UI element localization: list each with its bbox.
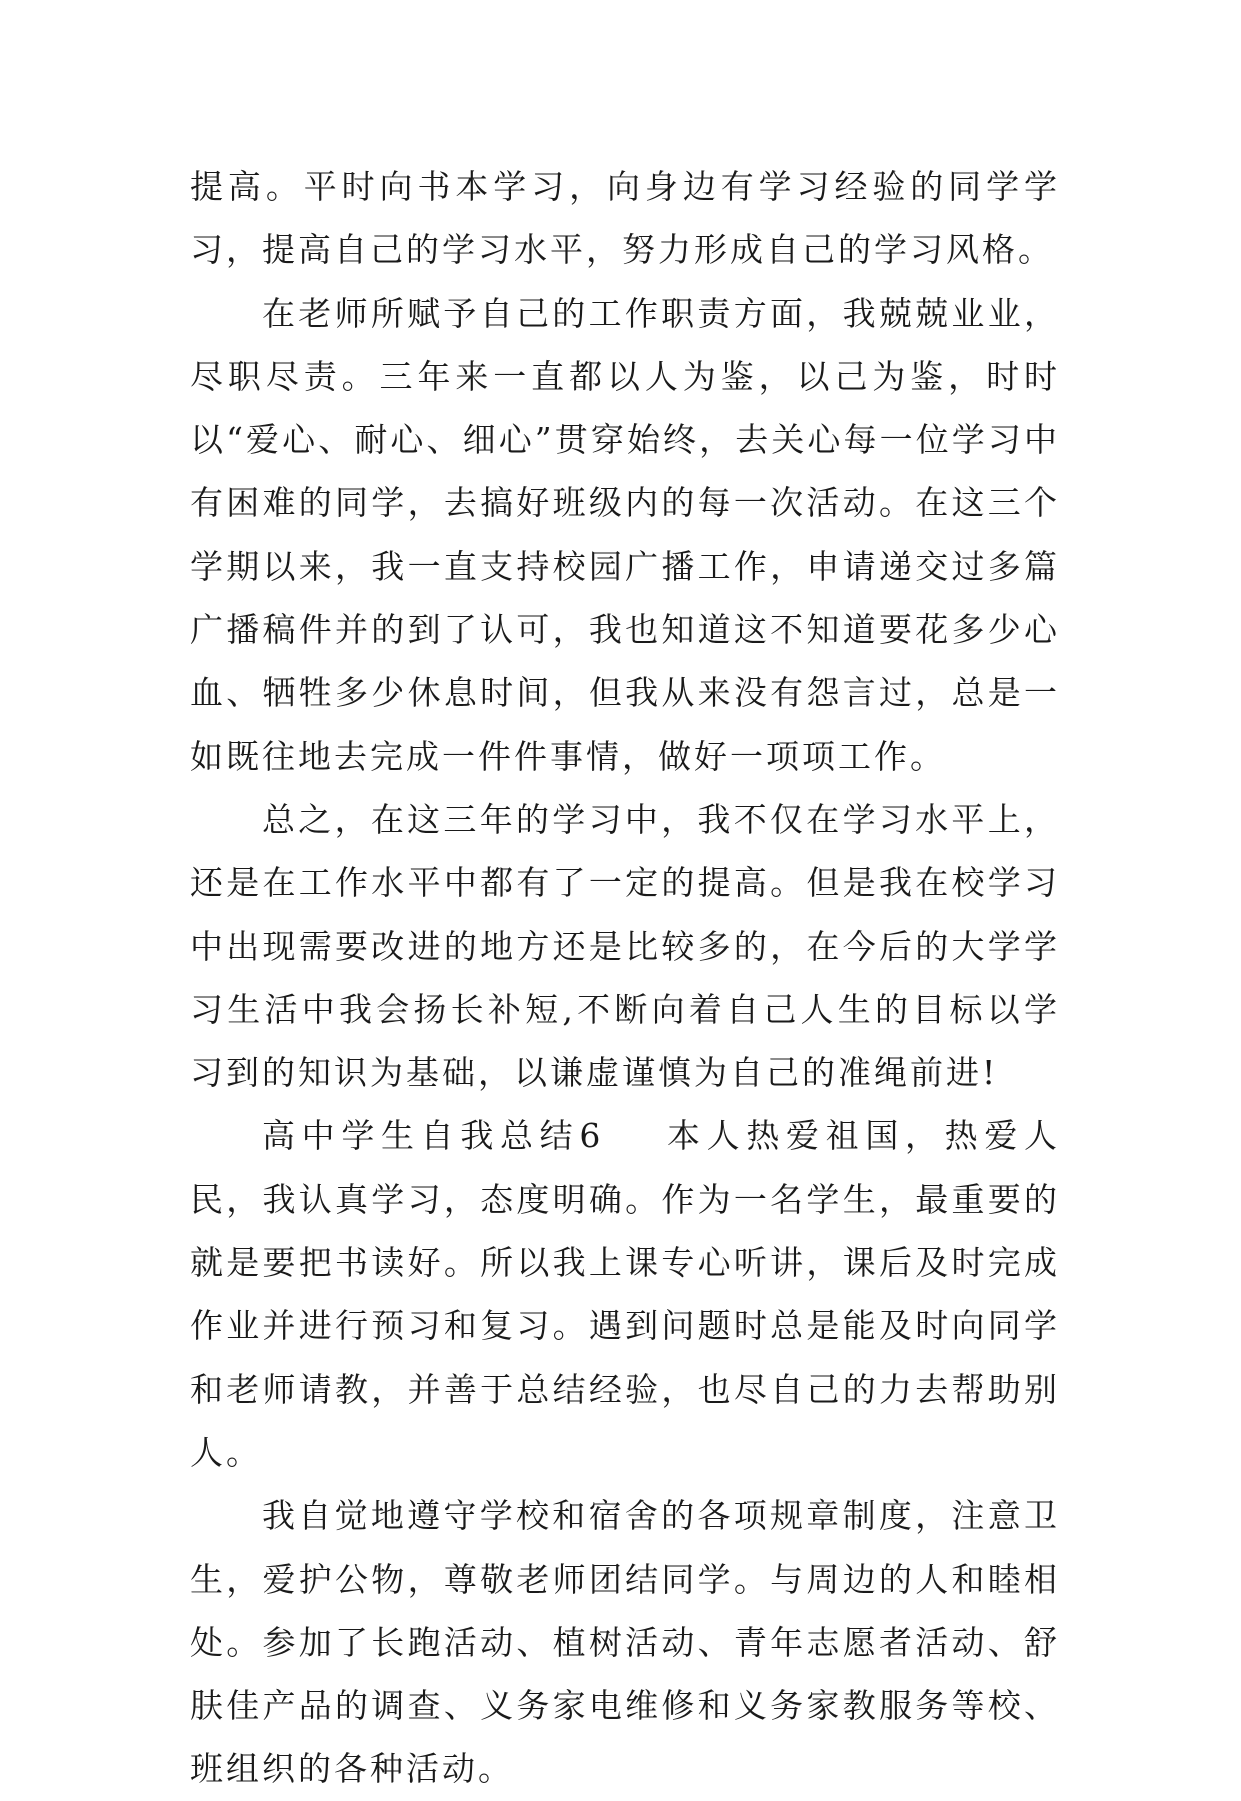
paragraph-continuation: 提高。平时向书本学习，向身边有学习经验的同学学习，提高自己的学习水平，努力形成自己的学习风格。 [190, 167, 1060, 270]
paragraph-work-duties: 在老师所赋予自己的工作职责方面，我兢兢业业，尽职尽责。三年来一直都以人为鉴，以己为鉴，时时以“爱心、耐心、细心”贯穿始终，去关心每一位学习中有困难的同学，去搞好班级内的每一次活动。在这三个学期以来，我一直支持校园广播工作，申请递交过多篇广播稿件并的到了认可，我也知道这不知道要花多少心血、牺牲多少休息时间，但我从来没有怨言过，总是一如既往地去完成一件件事情，做好一项项工作。 [190, 293, 1060, 776]
paragraph-rules: 我自觉地遵守学校和宿舍的各项规章制度，注意卫生，爱护公物，尊敬老师团结同学。与周边的人和睦相处。参加了长跑活动、植树活动、青年志愿者活动、舒肤佳产品的调查、义务家电维修和义务家教服务等校、班组织的各种活动。 [190, 1496, 1060, 1789]
document-body [190, 155, 1060, 1801]
section-text: 本人热爱祖国，热爱人民，我认真学习，态度明确。作为一名学生，最重要的就是要把书读好。所以我上课专心听讲，课后及时完成作业并进行预习和复习。遇到问题时总是能及时向同学和老师请教，并善于总结经验，也尽自己的力去帮助别人。 [190, 1116, 1061, 1472]
section-heading: 高中学生自我总结6 [262, 1116, 604, 1156]
paragraph-section-6 [190, 1104, 1060, 1484]
paragraph-summary: 总之，在这三年的学习中，我不仅在学习水平上，还是在工作水平中都有了一定的提高。但是我在校学习中出现需要改进的地方还是比较多的，在今后的大学学习生活中我会扬长补短,不断向着自己人生的目标以学习到的知识为基础，以谦虚谨慎为自己的准绳前进! [190, 799, 1060, 1093]
